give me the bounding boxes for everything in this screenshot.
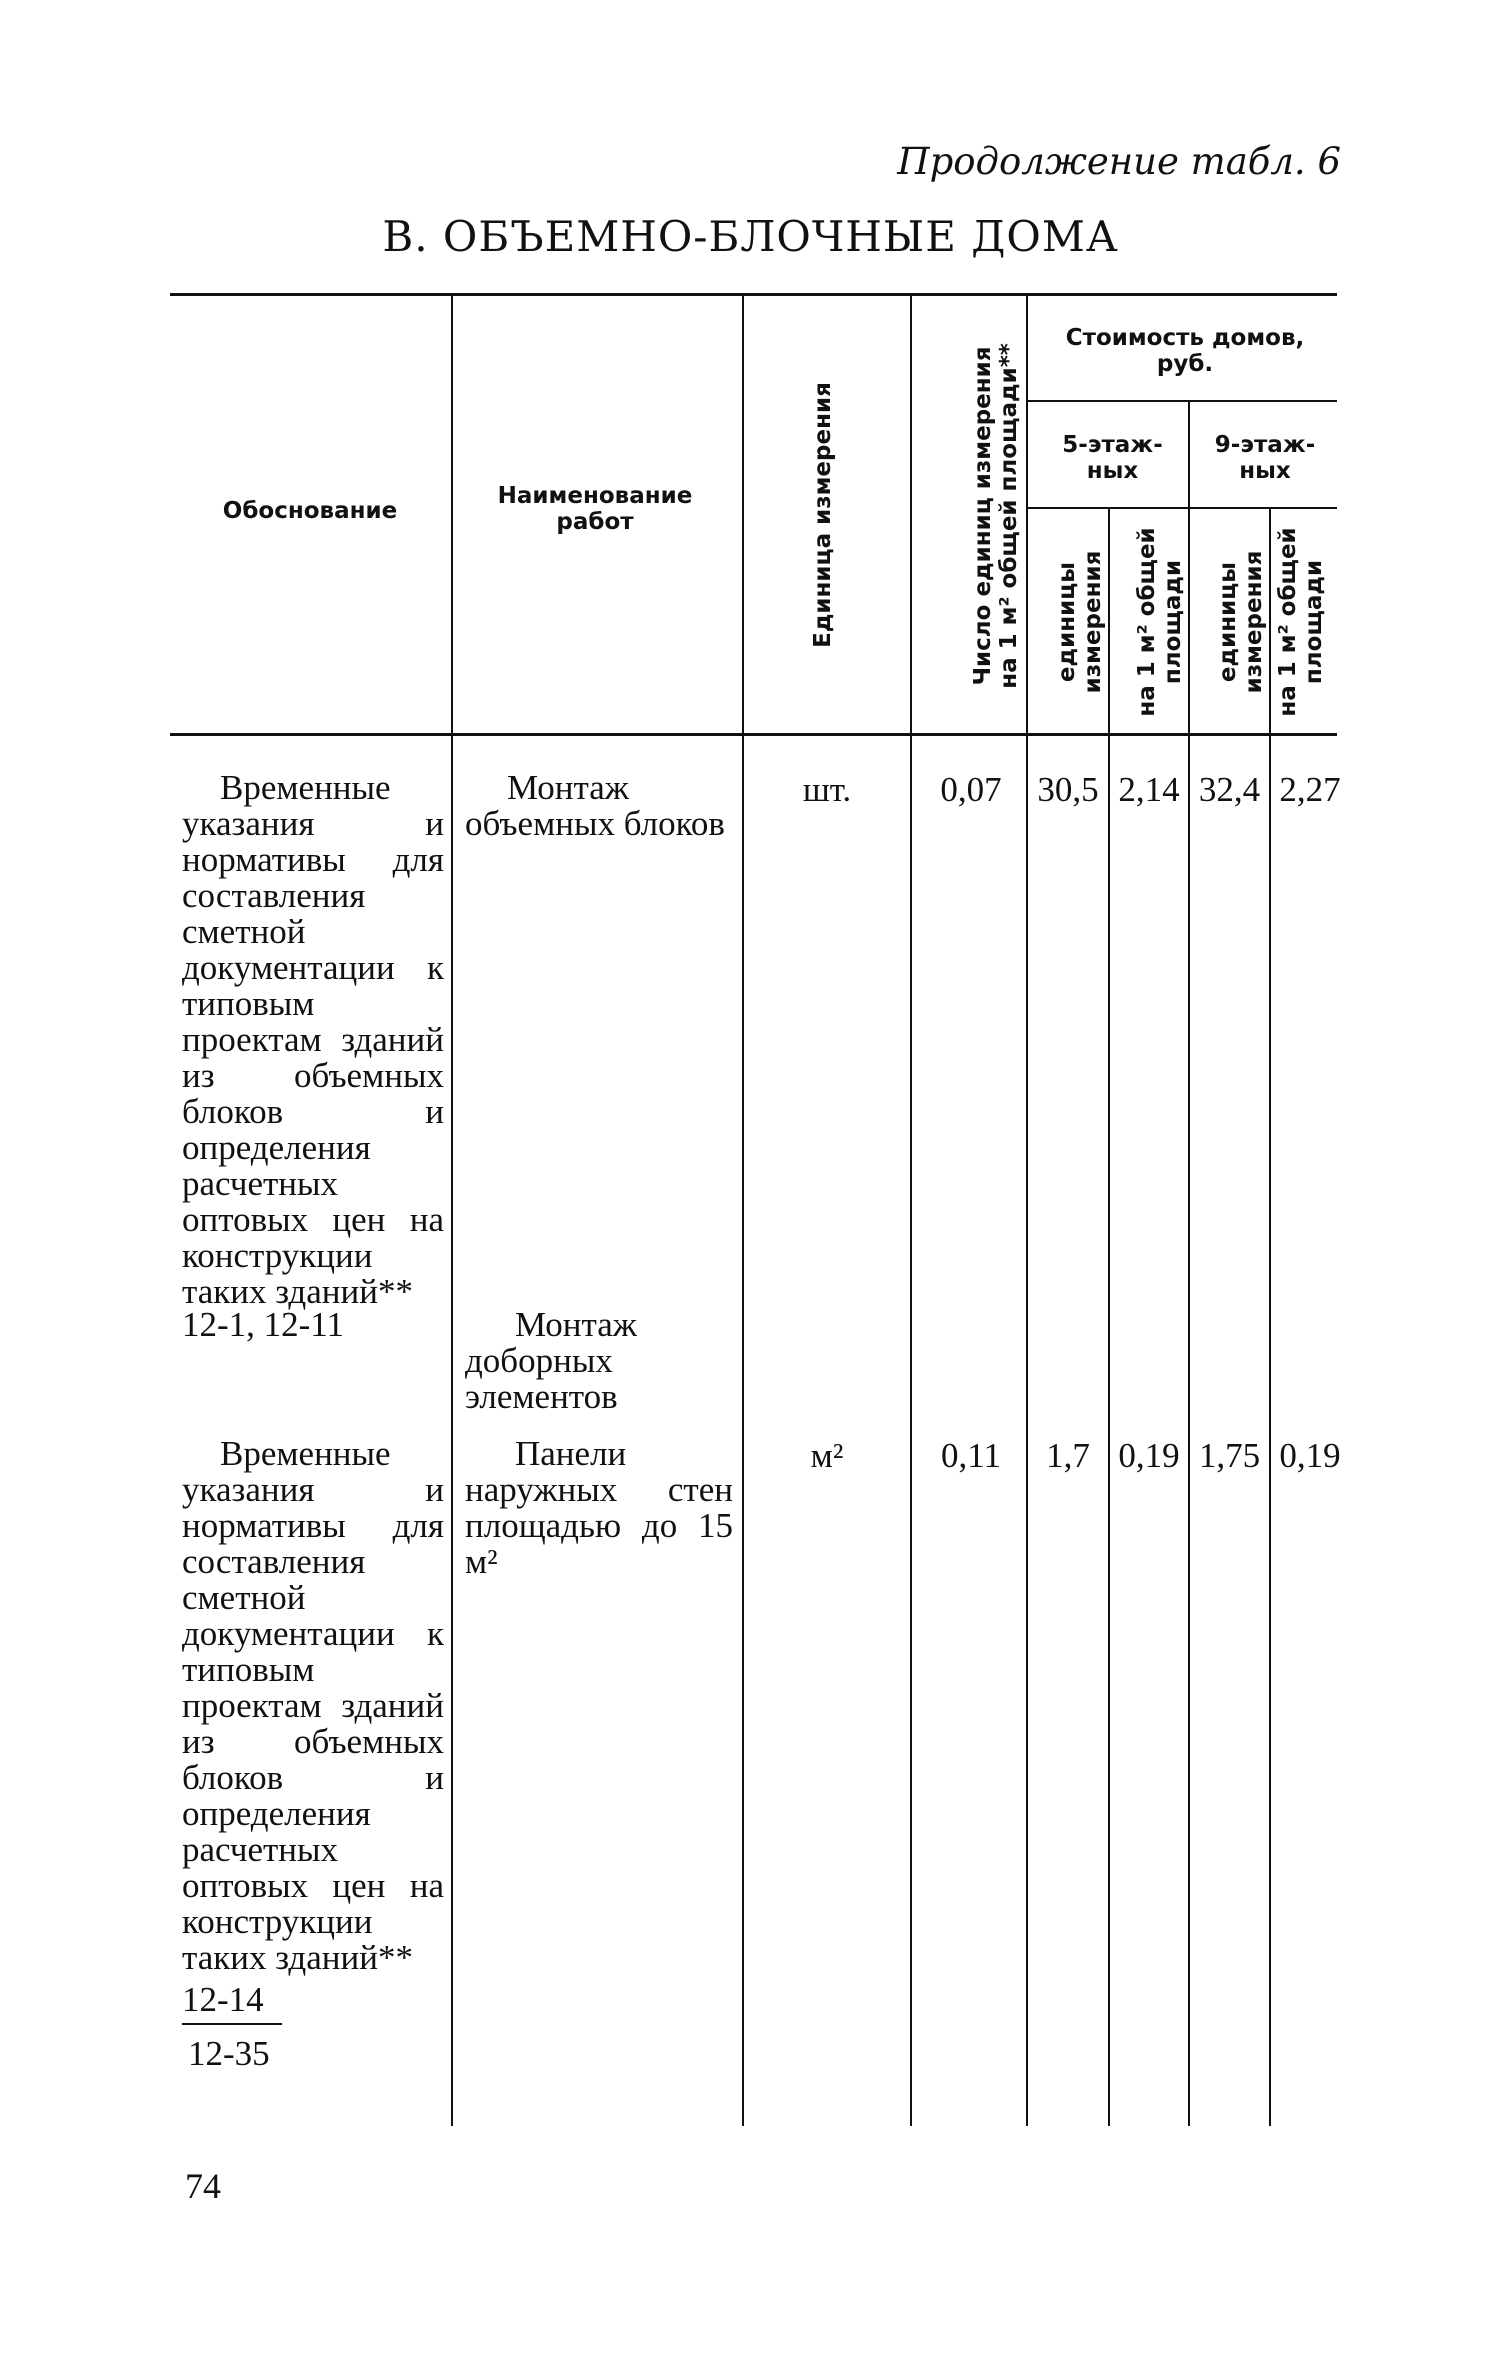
col-header-unit: Единица измерения — [810, 382, 836, 648]
row2-work: Монтаж доборных элементов — [465, 1305, 637, 1416]
col-header-five-storey: 5-этаж-ных — [1062, 432, 1163, 485]
col-header-nine-storey: 9-этаж-ных — [1214, 432, 1316, 485]
row1-c9-unit: 32,4 — [1198, 770, 1261, 809]
row3-c5-m2: 0,19 — [1118, 1436, 1180, 1475]
fraction-bar — [182, 2023, 282, 2025]
col-header-9-per-m2: на 1 м² общей площади — [1275, 527, 1328, 717]
col-header-units-per-m2: Число единиц измерения на 1 м² общей площади** — [970, 343, 1023, 689]
row1-c5-unit: 30,5 — [1037, 770, 1099, 809]
row1-work: Монтаж объемных блоков — [465, 768, 725, 843]
section-title: В. ОБЪЕМНО-БЛОЧНЫЕ ДОМА — [382, 212, 1119, 261]
col-header-5-per-m2: на 1 м² общей площади — [1134, 527, 1187, 717]
row3-basis: Временные указания и нормативы для составления сметной документации к типовым проектам зданий из объемных блоков и определения расчетных оптовых цен на конструкции таких зданий** — [182, 1434, 444, 1977]
row3-c9-unit: 1,75 — [1198, 1436, 1261, 1475]
col-header-5-per-unit: единицы измерения — [1054, 550, 1107, 694]
col-header-basis: Обоснование — [222, 498, 398, 524]
row1-basis-ref: 12-1, 12-11 — [182, 1305, 345, 1344]
col-header-work-name: Наименование работ — [497, 483, 693, 536]
row3-c5-unit: 1,7 — [1046, 1436, 1090, 1475]
page-number: 74 — [185, 2166, 221, 2206]
row1-basis: Временные указания и нормативы для составления сметной документации к типовым проектам зданий из объемных блоков и определения расчетных оптовых цен на конструкции таких зданий** — [182, 768, 444, 1311]
row3-qty: 0,11 — [941, 1436, 1001, 1475]
row3-basis-ref-numerator: 12-14 — [182, 1980, 264, 2019]
row3-basis-ref-denominator: 12-35 — [188, 2034, 270, 2073]
row1-c5-m2: 2,14 — [1118, 770, 1180, 809]
row1-c9-m2: 2,27 — [1279, 770, 1341, 809]
col-header-cost-group: Стоимость домов, руб. — [1065, 325, 1305, 378]
row1-qty: 0,07 — [940, 770, 1002, 809]
row3-work: Панели наружных стен площадью до 15 м² — [465, 1434, 733, 1581]
row3-c9-m2: 0,19 — [1279, 1436, 1341, 1475]
row3-unit: м² — [810, 1436, 844, 1475]
col-header-9-per-unit: единицы измерения — [1215, 550, 1268, 694]
row1-unit: шт. — [802, 770, 852, 809]
continuation-note: Продолжение табл. 6 — [897, 140, 1341, 183]
